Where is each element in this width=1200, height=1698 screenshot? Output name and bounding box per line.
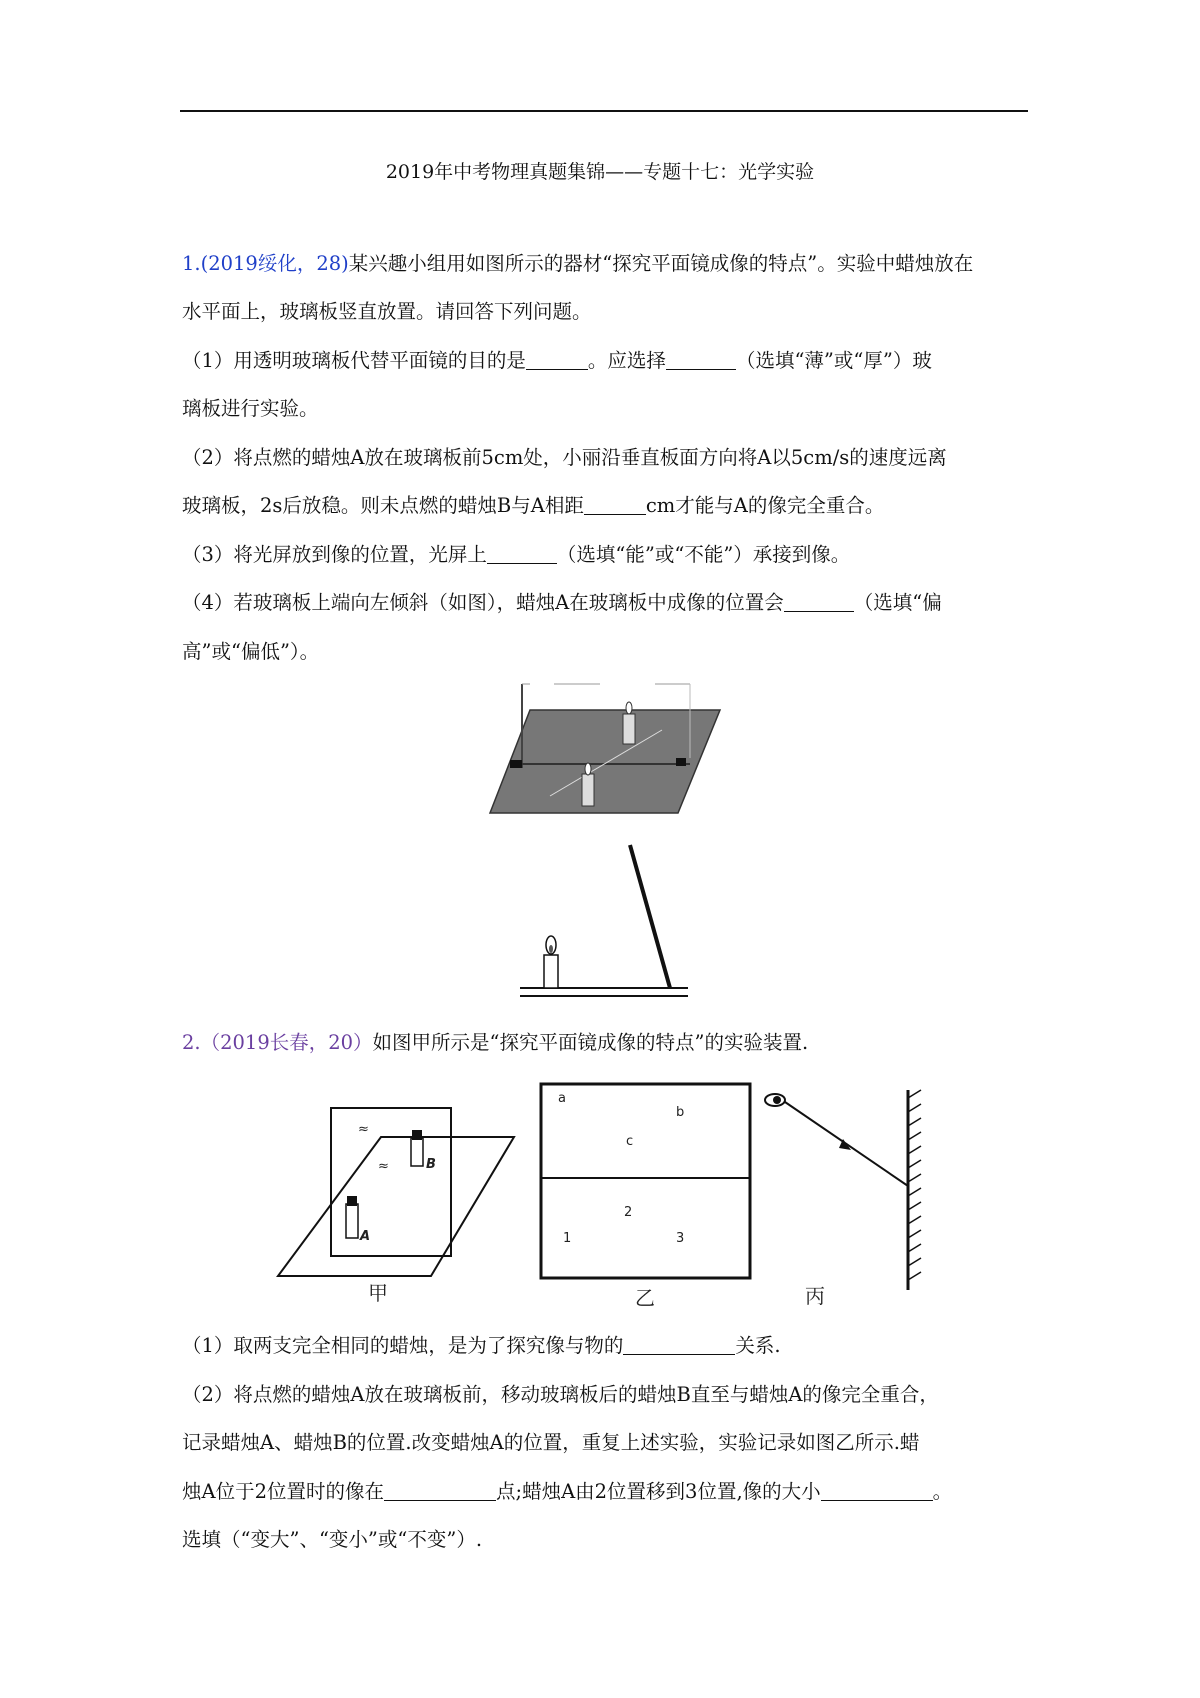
- q1-part4-line-2: 高”或“偏低”）。: [182, 640, 320, 663]
- q1-stem-a: 某兴趣小组用如图所示的器材“探究平面镜成像的特点”。实验中蜡烛放在: [348, 252, 974, 275]
- q2-figure-jia: [278, 1108, 516, 1308]
- svg-text:≈: ≈: [358, 1122, 369, 1137]
- q2-stem-line: [182, 1031, 1028, 1055]
- q1-blank-4[interactable]: [487, 545, 557, 564]
- svg-text:b: b: [676, 1105, 685, 1120]
- q1-blank-2[interactable]: [666, 351, 736, 370]
- q2-part2-line-1: （2）将点燃的蜡烛A放在玻璃板前，移动玻璃板后的蜡烛B直至与蜡烛A的像完全重合，: [182, 1383, 939, 1406]
- q1-blank-1[interactable]: [526, 351, 588, 370]
- q1-stem-line-2: 水平面上，玻璃板竖直放置。请回答下列问题。: [182, 300, 592, 323]
- q1-figure-apparatus: [490, 678, 720, 818]
- q2-blank-1[interactable]: [623, 1336, 735, 1355]
- page-title: 2019年中考物理真题集锦——专题十七：光学实验: [385, 161, 815, 183]
- q1-part1-line-1: （1）用透明玻璃板代替平面镜的目的是 。应选择 （选填“薄”或“厚”）玻: [182, 349, 932, 372]
- q2-stem: 如图甲所示是“探究平面镜成像的特点”的实验装置.: [372, 1031, 809, 1054]
- label-jia: 甲: [368, 1281, 388, 1305]
- q1-part2-line-2: 玻璃板，2s后放稳。则未点燃的蜡烛B与A相距 cm才能与A的像完全重合。: [182, 494, 885, 517]
- q1-part1-line-2: 璃板进行实验。: [182, 397, 319, 420]
- svg-text:1: 1: [563, 1231, 572, 1246]
- q2-part2-line-2: 记录蜡烛A、蜡烛B的位置.改变蜡烛A的位置，重复上述实验，实验记录如图乙所示.蜡: [182, 1431, 920, 1454]
- label-b: B: [426, 1157, 436, 1172]
- q1-part3-line: （3）将光屏放到像的位置，光屏上 （选填“能”或“不能”）承接到像。: [182, 543, 851, 566]
- eye-icon: [765, 1094, 785, 1106]
- svg-text:≈: ≈: [378, 1159, 389, 1174]
- q1-part2-line-1: （2）将点燃的蜡烛A放在玻璃板前5cm处，小丽沿垂直板面方向将A以5cm/s的速度远离: [182, 446, 947, 469]
- q1-part4-line-1: （4）若玻璃板上端向左倾斜（如图），蜡烛A在玻璃板中成像的位置会 （选填“偏: [182, 591, 942, 614]
- candle-b-icon: [623, 714, 635, 744]
- q1-stem-line-1: [182, 252, 1028, 276]
- svg-text:a: a: [558, 1091, 566, 1106]
- q2-source: 2.（2019长春，20）: [182, 1031, 373, 1054]
- q1-blank-5[interactable]: [784, 593, 854, 612]
- q1-blank-3[interactable]: [584, 496, 646, 515]
- candle-icon: [544, 955, 558, 988]
- label-bing: 丙: [805, 1284, 825, 1308]
- label-yi: 乙: [635, 1286, 655, 1310]
- q1-source: 1.(2019绥化，28): [182, 252, 349, 275]
- label-a: A: [360, 1229, 371, 1244]
- svg-text:3: 3: [676, 1231, 685, 1246]
- q2-blank-2[interactable]: [384, 1482, 496, 1501]
- q2-figure-yi: [540, 1083, 752, 1308]
- q2-part2-line-4: 选填（“变大”、“变小”或“不变”）.: [182, 1528, 483, 1551]
- q1-figure-tilted-plate: [520, 845, 690, 1005]
- q2-part1-line: （1）取两支完全相同的蜡烛，是为了探究像与物的 关系.: [182, 1334, 781, 1357]
- q2-figure-bing: [763, 1090, 943, 1308]
- q2-blank-3[interactable]: [821, 1482, 933, 1501]
- header-rule: [180, 110, 1028, 112]
- svg-text:c: c: [626, 1134, 634, 1149]
- candle-a-icon: [582, 774, 594, 806]
- svg-text:2: 2: [624, 1205, 633, 1220]
- q2-part2-line-3: 烛A位于2位置时的像在 点;蜡烛A由2位置移到3位置,像的大小 。: [182, 1480, 953, 1503]
